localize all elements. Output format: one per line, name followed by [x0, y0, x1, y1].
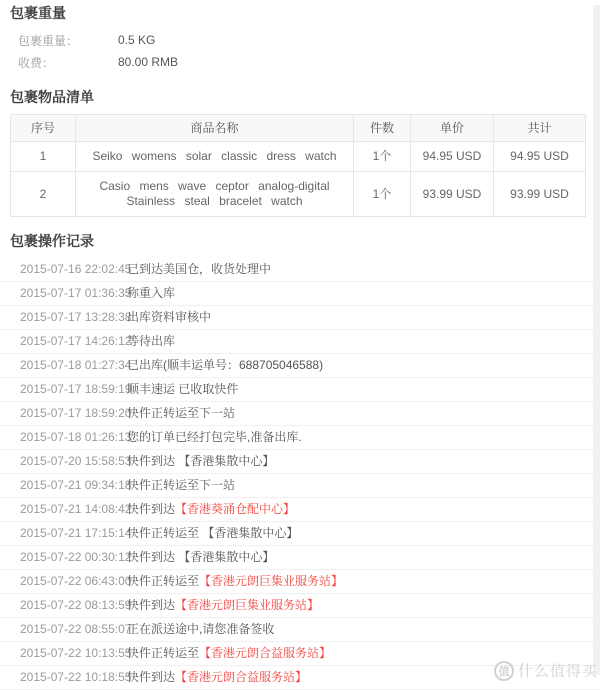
record-text: 快件到达 — [127, 502, 176, 516]
record-row — [0, 498, 600, 522]
items-table-header-cell: 序号 — [11, 115, 76, 142]
record-row — [0, 402, 600, 426]
items-table-header-cell: 单价 — [411, 115, 494, 142]
smzdm-logo-icon: 值 — [494, 661, 514, 681]
weight-info-list — [18, 29, 600, 73]
record-location-highlight: 【香港葵涌仓配中心】 — [175, 502, 296, 516]
record-text: 快件到达 — [127, 598, 176, 612]
record-timestamp: 2015-07-21 14:08:42 — [20, 502, 132, 516]
record-text: 已出库(顺丰运单号：688705046588) — [127, 358, 324, 372]
items-table-header-row — [11, 115, 586, 142]
record-row — [0, 426, 600, 450]
page-edge-strip — [593, 5, 600, 675]
operation-records-list — [0, 258, 600, 690]
smzdm-watermark-text: 什么值得买 — [517, 663, 598, 680]
item-quantity: 1个 — [354, 142, 411, 172]
item-index: 1 — [11, 142, 76, 172]
record-timestamp: 2015-07-22 10:13:55 — [20, 646, 132, 660]
field-label: 包裹重量： — [18, 33, 79, 48]
item-total: 93.99 USD — [494, 172, 586, 217]
record-timestamp: 2015-07-21 09:34:18 — [20, 478, 132, 492]
record-row — [0, 618, 600, 642]
items-table-body — [11, 142, 586, 217]
weight-section-title: 包裹重量 — [10, 5, 66, 21]
records-section-title: 包裹操作记录 — [10, 233, 94, 249]
record-text: 快件正转运至 — [127, 646, 200, 660]
record-row — [0, 546, 600, 570]
record-timestamp: 2015-07-17 14:26:12 — [20, 334, 132, 348]
record-row — [0, 258, 600, 282]
record-text: 快件正转运至 【香港集散中心】 — [127, 526, 299, 540]
record-timestamp: 2015-07-20 15:58:53 — [20, 454, 132, 468]
record-row — [0, 306, 600, 330]
record-text: 出库资料审核中 — [127, 310, 212, 324]
record-timestamp: 2015-07-22 06:43:00 — [20, 574, 132, 588]
record-timestamp: 2015-07-18 01:27:34 — [20, 358, 132, 372]
field-label: 收费： — [18, 55, 55, 70]
field-value: 80.00 RMB — [118, 55, 179, 69]
record-text: 快件到达 — [127, 670, 176, 684]
record-text: 已到达美国仓，收货处理中 — [127, 262, 272, 276]
smzdm-watermark — [494, 660, 598, 681]
record-timestamp: 2015-07-22 08:55:07 — [20, 622, 132, 636]
items-section-title: 包裹物品清单 — [10, 89, 94, 105]
record-timestamp: 2015-07-22 00:30:12 — [20, 550, 132, 564]
record-text: 快件到达 【香港集散中心】 — [127, 550, 275, 564]
item-name: Casio mens wave ceptor analog-digital Stainless steal bracelet watch — [76, 172, 354, 217]
record-timestamp: 2015-07-17 01:36:35 — [20, 286, 132, 300]
table-row — [11, 142, 586, 172]
weight-info-row — [18, 51, 600, 73]
record-row — [0, 450, 600, 474]
record-row — [0, 354, 600, 378]
record-text: 顺丰速运 已收取快件 — [127, 382, 239, 396]
item-quantity: 1个 — [354, 172, 411, 217]
items-table-header-cell: 件数 — [354, 115, 411, 142]
record-location-highlight: 【香港元朗巨集业服务站】 — [175, 598, 320, 612]
record-row — [0, 570, 600, 594]
package-detail-page — [0, 5, 600, 684]
item-name: Seiko womens solar classic dress watch — [76, 142, 354, 172]
record-text: 您的订单已经打包完毕,准备出库. — [127, 430, 302, 444]
record-text: 快件到达 【香港集散中心】 — [127, 454, 275, 468]
record-location-highlight: 【香港元朗巨集业服务站】 — [199, 574, 344, 588]
record-row — [0, 474, 600, 498]
record-text: 快件正转运至 — [127, 574, 200, 588]
record-text: 称重入库 — [127, 286, 176, 300]
item-unit-price: 93.99 USD — [411, 172, 494, 217]
record-row — [0, 330, 600, 354]
record-text: 快件正转运至下一站 — [127, 406, 236, 420]
record-timestamp: 2015-07-18 01:26:13 — [20, 430, 132, 444]
record-row — [0, 594, 600, 618]
item-unit-price: 94.95 USD — [411, 142, 494, 172]
record-row — [0, 522, 600, 546]
record-text: 等待出库 — [127, 334, 176, 348]
record-timestamp: 2015-07-17 18:59:19 — [20, 382, 132, 396]
record-timestamp: 2015-07-21 17:15:14 — [20, 526, 132, 540]
record-row — [0, 378, 600, 402]
record-timestamp: 2015-07-22 10:18:55 — [20, 670, 132, 684]
record-text: 正在派送途中,请您准备签收 — [127, 622, 275, 636]
record-timestamp: 2015-07-17 18:59:20 — [20, 406, 132, 420]
item-index: 2 — [11, 172, 76, 217]
record-timestamp: 2015-07-16 22:02:45 — [20, 262, 132, 276]
weight-info-row — [18, 29, 600, 51]
items-table-header-cell: 商品名称 — [76, 115, 354, 142]
record-text: 快件正转运至下一站 — [127, 478, 236, 492]
record-location-highlight: 【香港元朗合益服务站】 — [199, 646, 332, 660]
table-row — [11, 172, 586, 217]
record-location-highlight: 【香港元朗合益服务站】 — [175, 670, 308, 684]
items-table — [10, 114, 586, 217]
items-table-header-cell: 共计 — [494, 115, 586, 142]
field-value: 0.5 KG — [118, 33, 156, 47]
record-timestamp: 2015-07-17 13:28:38 — [20, 310, 132, 324]
item-total: 94.95 USD — [494, 142, 586, 172]
record-timestamp: 2015-07-22 08:13:59 — [20, 598, 132, 612]
record-row — [0, 282, 600, 306]
